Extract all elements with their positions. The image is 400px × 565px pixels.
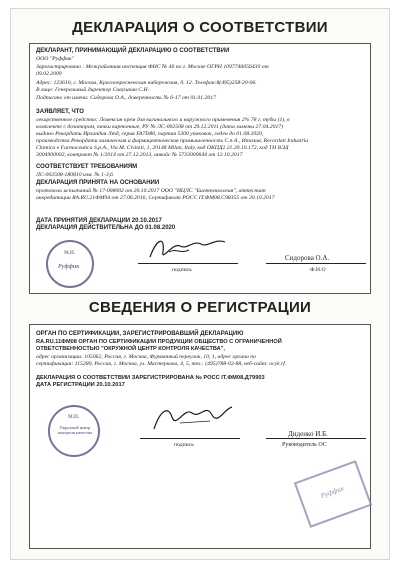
declarant-address: Адрес: 123610, г. Москва, Краснопресненская набережная, д. 12. Телефон:8(495)258-20-06. <box>36 80 257 86</box>
certification-organ-stamp <box>48 405 100 457</box>
declarant-reg-line1: Зарегистрировано : Межрайонная инспекция ФНС № 46 по г. Москве ОГРН 1097746056430 от <box>36 64 269 70</box>
fio-line <box>266 263 366 264</box>
claim-line1: лекарственное средство: Ломексин крем для вагинального и наружного применения 2% 78 г, тубы (1), в <box>36 117 290 123</box>
claim-line6: 3004900002, контракт № 1/2014 от 27.12.2013, инвойс № 5733000644 от 12.10.2017 <box>36 152 243 158</box>
declaration-title: ДЕКЛАРАЦИЯ О СООТВЕТСТВИИ <box>72 19 328 36</box>
organ-signature-caption: подпись <box>174 442 194 448</box>
registration-title: СВЕДЕНИЯ О РЕГИСТРАЦИИ <box>88 299 312 316</box>
stamp2-text: Окружной центр контроля качества <box>57 425 93 435</box>
organ-line1: RA.RU.11ФМ08 ОРГАН ПО СЕРТИФИКАЦИИ ПРОДУКЦИИ ОБЩЕСТВО С ОГРАНИЧЕННОЙ <box>36 339 282 345</box>
organ-line3: адрес организации: 105062, Россия, г. Москва, Фурманный переулок, 10, 1, адрес органа по <box>36 354 256 360</box>
organ-head-role: Руководитель ОС <box>282 442 327 448</box>
claim-heading: ЗАЯВЛЯЕТ, ЧТО <box>36 109 84 115</box>
basis-line2: аккредитации RA.RU.21ФМ94 от 27.06.2016, Сертификат РОСС IT.ФМ08.C98355 от 20.10.2017 <box>36 195 275 201</box>
stamp2-mp-label: М.П. <box>68 415 80 420</box>
claim-line4: производства Рекордати химическая и фармацевтическая промышленность С.п.А., Италия, Recordati Industria <box>36 138 309 144</box>
registration-box <box>29 324 371 549</box>
date-accepted: ДАТА ПРИНЯТИЯ ДЕКЛАРАЦИИ 20.10.2017 <box>36 218 162 224</box>
organ-heading: ОРГАН ПО СЕРТИФИКАЦИИ, ЗАРЕГИСТРИРОВАВШИЙ ДЕКЛАРАЦИЮ <box>36 331 244 337</box>
claim-line2: комплекте с дозатором, пачки картонные, РУ № ЛС-002508 от 29.12.2011 (дата замены 27.04.2017) <box>36 124 284 130</box>
claim-line3: выдано Рекордати Ирландия Лтд, серия FA7D86, партия 5300 упаковок, годен до 01.08.2020, <box>36 131 264 137</box>
company-corner-stamp <box>294 460 372 528</box>
fio-caption: Ф.И.О <box>310 267 326 273</box>
corner-stamp-text: Руффик <box>319 484 346 501</box>
company-stamp <box>46 240 94 288</box>
basis-line1: протокола испытаний № 17-008002 от 20.10.2017 ООО "ИЦЛС "Биотехнология", аттестат <box>36 188 266 194</box>
signature-line <box>138 263 238 264</box>
date-valid: ДЕКЛАРАЦИЯ ДЕЙСТВИТЕЛЬНА ДО 01.08.2020 <box>36 225 176 231</box>
organ-signature-line <box>140 438 240 439</box>
requirements-heading: СООТВЕТСТВУЕТ ТРЕБОВАНИЯМ <box>36 164 138 170</box>
organ-line4: сертификации: 115280, Россия, г. Москва, ул. Мастеркова, 4, 5, тел.: (495)788-02-88, веб-сайт: ocyk.rf. <box>36 361 287 367</box>
registration-date: ДАТА РЕГИСТРАЦИИ 20.10.2017 <box>36 382 125 388</box>
declarant-signature <box>145 232 230 264</box>
stamp-company-text: Руффик <box>58 264 80 270</box>
requirements-text: ЛС-002508-180810 изм. № 1-3,6 <box>36 172 114 178</box>
organ-head-line <box>266 438 366 439</box>
document-page <box>10 8 390 560</box>
declarant-company: ООО "Руффик" <box>36 56 75 62</box>
organ-head-name: Диденко И.Б. <box>288 430 328 438</box>
organ-signature <box>150 401 235 436</box>
stamp-mp-label: М.П. <box>64 251 76 256</box>
organ-line2: ОТВЕТСТВЕННОСТЬЮ "ОКРУЖНОЙ ЦЕНТР КОНТРОЛЯ КАЧЕСТВА", <box>36 346 225 352</box>
declarant-signed-by: Подписано от имени: Сидорова О.А., доверенность № 6-17 от 01.01.2017 <box>36 95 216 101</box>
declarant-sign-name: Сидорова О.А. <box>285 254 330 262</box>
signature-caption: подпись <box>172 267 192 273</box>
claim-line5: Chimica e Farmaceutica S.p.A., Via M. Civitali, 1, 20148 Milan, Italy, код ОКПД2 21.20.10.172, код ТН ВЭД <box>36 145 289 151</box>
registered-number: ДЕКЛАРАЦИЯ О СООТВЕТСТВИИ ЗАРЕГИСТРИРОВАНА № РОСС IT.ФМ08.Д79903 <box>36 375 265 381</box>
basis-heading: ДЕКЛАРАЦИЯ ПРИНЯТА НА ОСНОВАНИИ <box>36 180 160 186</box>
declarant-reg-line2: 09.02.2009 <box>36 71 62 77</box>
declaration-box <box>29 43 371 294</box>
declarant-director: В лице: Генеральный директор Савушкин С.Н. <box>36 87 150 93</box>
declarant-heading: ДЕКЛАРАНТ, ПРИНИМАЮЩИЙ ДЕКЛАРАЦИЮ О СООТВЕТСТВИИ <box>36 48 230 54</box>
